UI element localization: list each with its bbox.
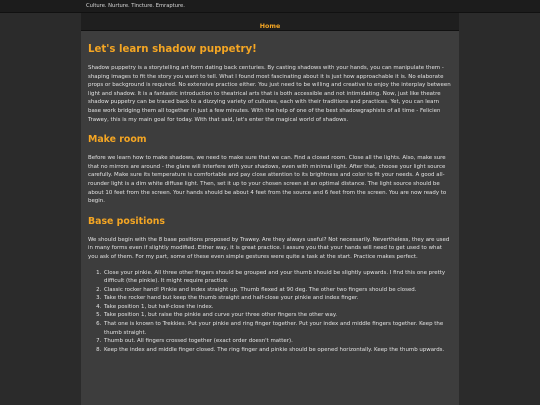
intro-paragraph: Shadow puppetry is a storytelling art form dating back centuries. By casting shadows with your hands, you can manipulate them - shaping images to fit the story you want to tell. What I found most fascinating about it is just how approachable it is. No elaborate props or background is required. No extensive practice either. You just need to be willing and creative to enjoy the interplay between light and shadow. It is a fantastic introduction to theatrical arts that is both accessible and not intimidating. Now, just like theatre shadow puppetry can be traced back to a dizzying variety of cultures, each with their traditions and practices. Yet, you can learn base work bridging them all together in just a few minutes. With the help of one of the best shadowgraphists of all time - Felicien Trawey, this is my main goal for today. With that said, let's enter the magical world of shadows. [88,65,451,123]
site-tagline: Culture. Nurture. Tincture. Emrapture. [86,3,185,9]
list-item: 8. Keep the index and middle finger closed. The ring finger and pinkie should be opened horizontally. Keep the thumb upwards. [103,346,452,355]
list-item: 7. Thumb out. All fingers crossed together (exact order doesn't matter). [103,337,452,346]
list-item: 5. Take position 1, but raise the pinkie and curve your three other fingers the other way. [103,311,452,320]
nav-home-link[interactable]: Home [259,23,281,30]
section-heading-make-room: Make room [88,134,147,146]
page-title: Let's learn shadow puppetry! [88,44,257,55]
list-item: 2. Classic rocker hand! Pinkie and index straight up. Thumb flexed at 90 deg. The other two fingers should be closed. [103,286,452,295]
list-item: 1. Close your pinkie. All three other fingers should be grouped and your thumb should be slightly upwards. I find this one pretty difficult (the pinkie). It might require practice. [103,269,452,286]
base-positions-paragraph: We should begin with the 8 base positions proposed by Trawey. Are they always useful? Not necessarily. Nevertheless, they are used in many forms even if slightly modified. Either way, it is great practice. I assure you that your hands will need to get used to what you ask of them. For my part, some of these even simple gestures were quite a task at the start. Practice makes perfect. [88,236,450,260]
list-item: 3. Take the rocker hand but keep the thumb straight and half-close your pinkie and index finger. [103,294,452,303]
make-room-paragraph: Before we learn how to make shadows, we need to make sure that we can. Find a closed room. Close all the lights. Also, make sure that no mirrors are around - the glare will interfere with your shadows, even with minimal light. After that, choose your light source carefully. Make sure its temperature is comfortable and pay close attention to its brightness and color to fit your needs. A good all-rounder light is a dim white diffuse light. Then, set it up to your chosen screen at an optimal distance. The light source should be about 10 feet from the screen. Your hands should be about 4 feet from the source and 6 feet from the screen. You are now ready to begin. [88,155,447,205]
site-tagline-bar [0,0,540,13]
section-heading-base-positions: Base positions [88,215,166,227]
nav-bar [81,13,459,31]
list-item: 6. That one is known to Trekkies. Put your pinkie and ring finger together. Put your index and middle fingers together. Keep the thumb straight. [103,320,452,337]
positions-list [88,269,452,355]
article-content [81,31,459,405]
list-item: 4. Take position 1, but half-close the index. [103,303,452,312]
